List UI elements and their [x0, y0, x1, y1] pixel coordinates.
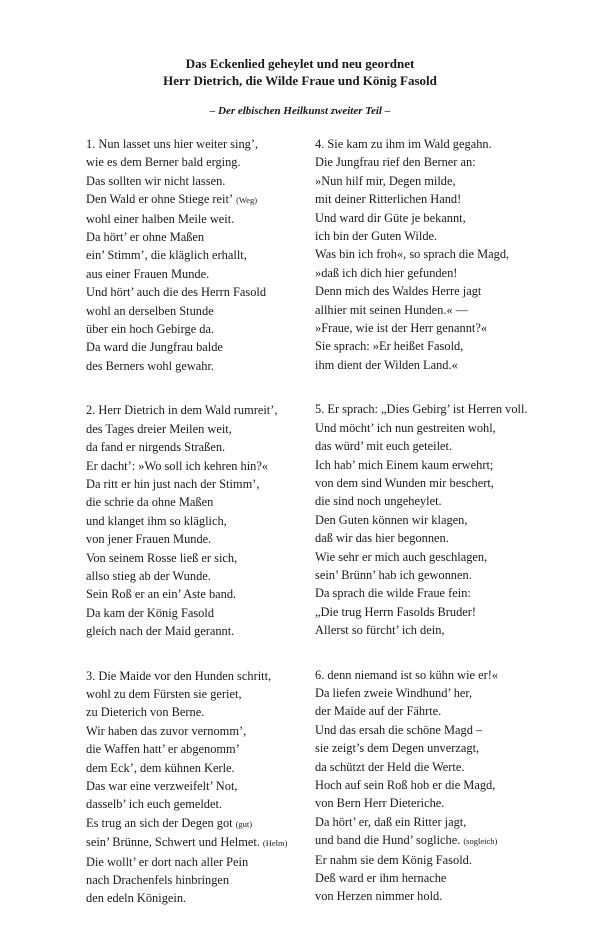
- verse-text: Von seinem Rosse ließ er sich,: [86, 550, 238, 565]
- verse-text: von dem sind Wunden mir beschert,: [315, 475, 494, 490]
- verse-text: Das sollten wir nicht lassen.: [86, 173, 226, 188]
- verse-text: der Maide auf der Fährte.: [315, 704, 442, 719]
- verse-text: gleich nach der Maid gerannt.: [86, 624, 235, 639]
- verse-text: »daß ich dich hier gefunden!: [315, 265, 458, 280]
- verse-text: die Waffen hatt’ er abgenomm’: [86, 742, 240, 757]
- verse-text: 6. denn niemand ist so kühn wie er!«: [315, 667, 499, 682]
- left-column: [86, 135, 326, 934]
- verse-line: [315, 209, 555, 227]
- stanza: [315, 666, 555, 906]
- verse-line: [315, 869, 555, 887]
- verse-text: nach Drachenfels hinbringen: [86, 873, 230, 888]
- verse-text: »Nun hilf mir, Degen milde,: [315, 173, 456, 188]
- verse-text: und band die Hund’ sogliche.: [315, 833, 461, 848]
- verse-line: [86, 265, 326, 283]
- verse-text: Und hört’ auch die des Herrn Fasold: [86, 285, 267, 300]
- verse-line: [86, 685, 326, 703]
- verse-text: 4. Sie kam zu ihm im Wald gegahn.: [315, 137, 492, 151]
- verse-text: Da hört’ er ohne Maßen: [86, 230, 205, 245]
- verse-line: [86, 320, 326, 338]
- verse-line: [315, 264, 555, 282]
- verse-line: [86, 283, 326, 301]
- verse-line: [315, 813, 555, 831]
- verse-text: die schrie da ohne Maßen: [86, 495, 214, 510]
- verse-text: Da liefen zweie Windhund’ her,: [315, 685, 473, 700]
- verse-text: 3. Die Maide vor den Hunden schritt,: [86, 668, 272, 683]
- verse-text: wie es dem Berner bald erging.: [86, 155, 241, 170]
- verse-text: ich bin der Guten Wilde.: [315, 229, 438, 244]
- verse-line: [86, 549, 326, 567]
- verse-text: Was bin ich froh«, so sprach die Magd,: [315, 247, 510, 262]
- verse-line: [86, 722, 326, 740]
- verse-line: [86, 338, 326, 356]
- verse-line: [315, 739, 555, 757]
- verse-text: Es trug an sich der Degen got: [86, 815, 233, 830]
- verse-text: da schützt der Held die Werte.: [315, 759, 465, 774]
- verse-text: Die Jungfrau rief den Berner an:: [315, 155, 476, 170]
- verse-line: [315, 301, 555, 319]
- verse-line: [86, 889, 326, 907]
- verse-text: Da hört’ er, daß ein Ritter jagt,: [315, 814, 467, 829]
- verse-line: [86, 357, 326, 375]
- verse-text: sein’ Brünne, Schwert und Helmet.: [86, 835, 260, 850]
- verse-line: [86, 302, 326, 320]
- stanza: [86, 667, 326, 908]
- verse-text: von jener Frauen Munde.: [86, 532, 212, 547]
- verse-text: Deß ward er ihm hernache: [315, 871, 447, 886]
- verse-text: Die wollt’ er dort nach aller Pein: [86, 854, 249, 869]
- verse-text: Und das ersah die schöne Magd –: [315, 722, 483, 737]
- verse-line: [315, 474, 555, 492]
- verse-line: [315, 831, 555, 850]
- stanza: [315, 400, 555, 639]
- verse-line: [86, 585, 326, 603]
- verse-text: zu Dieterich von Berne.: [86, 705, 205, 720]
- verse-text: mit deiner Ritterlichen Hand!: [315, 192, 462, 207]
- verse-line: [315, 584, 555, 602]
- verse-line: [315, 135, 555, 153]
- verse-text: 1. Nun lasset uns hier weiter sing’,: [86, 137, 259, 151]
- verse-line: [86, 172, 326, 190]
- verse-line: [86, 795, 326, 813]
- gloss-note: (Weg): [236, 195, 258, 206]
- verse-line: [86, 190, 326, 209]
- verse-line: [315, 684, 555, 702]
- verse-line: [315, 190, 555, 208]
- verse-line: [315, 603, 555, 621]
- verse-text: aus einer Frauen Munde.: [86, 266, 210, 281]
- verse-line: [315, 337, 555, 355]
- verse-line: [86, 814, 326, 833]
- verse-text: „Die trug Herrn Fasolds Bruder!: [315, 604, 477, 619]
- verse-line: [315, 400, 555, 418]
- verse-line: [86, 740, 326, 758]
- verse-text: und klanget ihm so kläglich,: [86, 513, 227, 528]
- stanza: [86, 135, 326, 375]
- verse-line: [86, 420, 326, 438]
- verse-text: Sie sprach: »Er heißet Fasold,: [315, 339, 464, 354]
- verse-line: [315, 437, 555, 455]
- verse-line: [315, 566, 555, 584]
- verse-line: [315, 172, 555, 190]
- verse-text: Das war eine verzweifelt’ Not,: [86, 779, 238, 793]
- verse-text: Da ward die Jungfrau balde: [86, 340, 223, 355]
- verse-text: über ein hoch Gebirge da.: [86, 322, 215, 337]
- verse-line: [86, 135, 326, 153]
- verse-line: [315, 887, 555, 905]
- verse-line: [86, 475, 326, 493]
- verse-line: [315, 356, 555, 374]
- verse-line: [86, 777, 326, 795]
- verse-text: Da ritt er hin just nach der Stimm’,: [86, 476, 260, 491]
- gloss-note: (gut): [235, 818, 253, 829]
- verse-text: Er nahm sie dem König Fasold.: [315, 852, 472, 867]
- verse-text: Ich hab’ mich Einem kaum erwehrt;: [315, 457, 494, 472]
- verse-line: [86, 153, 326, 171]
- verse-text: des Berners wohl gewahr.: [86, 358, 215, 373]
- verse-line: [86, 759, 326, 777]
- verse-line: [86, 567, 326, 585]
- verse-line: [315, 245, 555, 263]
- verse-line: [86, 622, 326, 640]
- verse-line: [315, 758, 555, 776]
- verse-line: [315, 851, 555, 869]
- verse-line: [86, 210, 326, 228]
- verse-text: sein’ Brünn’ hab ich gewonnen.: [315, 567, 472, 582]
- part-heading: – Der elbischen Heilkunst zweiter Teil –: [209, 105, 391, 117]
- verse-text: dasselb’ ich euch gemeldet.: [86, 797, 223, 812]
- verse-line: [86, 667, 326, 685]
- verse-line: [315, 721, 555, 739]
- verse-text: von Bern Herr Dieteriche.: [315, 796, 445, 811]
- verse-text: wohl zu dem Fürsten sie geriet,: [86, 686, 242, 701]
- verse-line: [86, 401, 326, 419]
- document-title: Das Eckenlied geheylet und neu geordnet: [185, 56, 415, 71]
- verse-text: Und möcht’ ich nun gestreiten wohl,: [315, 420, 496, 435]
- verse-line: [315, 529, 555, 547]
- verse-text: Hoch auf sein Roß hob er die Magd,: [315, 778, 496, 792]
- verse-text: allso stieg ab der Wunde.: [86, 568, 211, 583]
- verse-text: wohl einer halben Meile weit.: [86, 211, 235, 226]
- verse-line: [315, 456, 555, 474]
- verse-line: [86, 228, 326, 246]
- verse-text: »Fraue, wie ist der Herr genannt?«: [315, 321, 488, 336]
- verse-text: Wir haben das zuvor vernomm’,: [86, 723, 247, 738]
- verse-text: Wie sehr er mich auch geschlagen,: [315, 549, 488, 564]
- verse-line: [86, 530, 326, 548]
- verse-text: ein’ Stimm’, die kläglich erhallt,: [86, 248, 247, 263]
- verse-line: [315, 621, 555, 639]
- verse-text: des Tages dreier Meilen weit,: [86, 421, 232, 436]
- verse-line: [315, 282, 555, 300]
- verse-text: da fand er nirgends Straßen.: [86, 440, 226, 455]
- document-subtitle: Herr Dietrich, die Wilde Fraue und König Fasold: [163, 73, 437, 88]
- verse-line: [86, 604, 326, 622]
- verse-text: ihm dient der Wilden Land.«: [315, 357, 458, 372]
- verse-line: [86, 703, 326, 721]
- verse-text: Sein Roß er an ein’ Aste band.: [86, 587, 237, 602]
- verse-text: Da kam der König Fasold: [86, 605, 215, 620]
- verse-line: [315, 548, 555, 566]
- verse-line: [86, 457, 326, 475]
- verse-line: [315, 666, 555, 684]
- verse-text: Allerst so fürcht’ ich dein,: [315, 623, 445, 638]
- verse-text: allhier mit seinen Hunden.« —: [315, 302, 469, 317]
- verse-text: dem Eck’, dem kühnen Kerle.: [86, 760, 235, 775]
- gloss-note: (sogleich): [463, 836, 498, 847]
- verse-text: sie zeigt’s dem Degen unverzagt,: [315, 741, 480, 756]
- stanza: [315, 135, 555, 374]
- stanza: [86, 401, 326, 640]
- verse-line: [86, 512, 326, 530]
- verse-text: Und ward dir Güte je bekannt,: [315, 210, 466, 225]
- gloss-note: (Helm): [262, 838, 288, 849]
- verse-text: Er dacht’: »Wo soll ich kehren hin?«: [86, 458, 269, 473]
- verse-text: Den Guten können wir klagen,: [315, 512, 468, 527]
- verse-text: den edeln Königein.: [86, 891, 187, 906]
- verse-line: [315, 419, 555, 437]
- verse-line: [86, 833, 326, 852]
- verse-text: wohl an derselben Stunde: [86, 303, 214, 318]
- verse-text: das würd’ mit euch geteilet.: [315, 439, 453, 454]
- verse-text: Den Wald er ohne Stiege reit’: [86, 192, 234, 207]
- verse-text: die sind noch ungeheylet.: [315, 494, 442, 509]
- verse-line: [86, 853, 326, 871]
- verse-line: [315, 511, 555, 529]
- verse-line: [315, 492, 555, 510]
- verse-text: 2. Herr Dietrich in dem Wald rumreit’,: [86, 403, 278, 418]
- verse-line: [86, 246, 326, 264]
- verse-text: von Herzen nimmer hold.: [315, 889, 443, 904]
- verse-text: Denn mich des Waldes Herre jagt: [315, 284, 482, 299]
- verse-text: daß wir das hier begonnen.: [315, 531, 449, 546]
- verse-line: [315, 776, 555, 794]
- verse-text: 5. Er sprach: „Dies Gebirg’ ist Herren voll.: [315, 402, 528, 417]
- verse-line: [315, 319, 555, 337]
- verse-line: [315, 153, 555, 171]
- verse-line: [315, 702, 555, 720]
- verse-line: [86, 493, 326, 511]
- verse-line: [86, 871, 326, 889]
- verse-text: Da sprach die wilde Fraue fein:: [315, 586, 471, 601]
- verse-line: [86, 438, 326, 456]
- right-column: [315, 135, 555, 932]
- verse-line: [315, 227, 555, 245]
- verse-line: [315, 794, 555, 812]
